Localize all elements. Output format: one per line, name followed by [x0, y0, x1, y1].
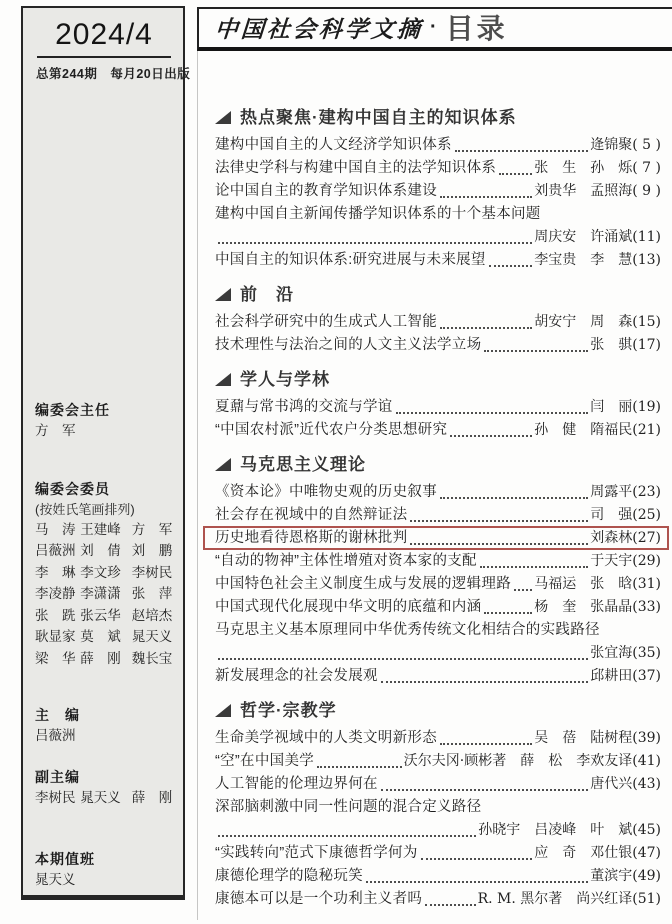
dot-leader	[410, 520, 588, 522]
board-group	[35, 705, 173, 748]
entry-authors: 唐代兴	[590, 776, 633, 792]
title-separator-dot: ·	[430, 15, 437, 38]
board-member-name: 王建峰	[80, 521, 121, 538]
section-marker-triangle-icon	[215, 111, 231, 124]
board-member-name: 李凌静	[35, 586, 76, 602]
dot-leader	[489, 265, 533, 267]
toc-entry-title-line	[215, 203, 661, 226]
toc-entry	[215, 665, 661, 688]
entry-authors: R. M. 黑尔著 尚兴红译	[477, 891, 633, 907]
dot-leader	[440, 327, 532, 329]
entry-page-number: (47)	[632, 845, 661, 861]
entry-title: 深部脑刺激中同一性问题的混合定义路径	[215, 799, 482, 815]
board-member-name: 方 军	[35, 423, 76, 439]
dot-leader	[396, 412, 589, 414]
board-member-name: 张 萍	[131, 586, 173, 602]
board-member-name: 刘 鹏	[131, 543, 173, 559]
entry-page-number: (11)	[632, 229, 661, 245]
dot-leader	[410, 543, 588, 545]
entry-title: “自动的物神”主体性增殖对资本家的支配	[215, 553, 477, 569]
board-member-name: 薛 刚	[131, 789, 173, 806]
entry-authors: 胡安宁 周 森	[534, 314, 633, 330]
board-member-row	[35, 870, 173, 892]
board-member-row	[35, 584, 173, 606]
toc-entry	[215, 157, 661, 180]
entry-page-number: (49)	[632, 868, 661, 884]
entry-authors: 周庆安 许涌斌	[534, 229, 633, 245]
dot-leader	[366, 881, 588, 883]
toc-entry	[215, 550, 661, 573]
board-member-name: 赵培杰	[131, 607, 173, 624]
entry-page-number: (17)	[632, 337, 661, 353]
board-member-name: 莫 斌	[80, 629, 121, 645]
entry-page-number: (35)	[632, 645, 661, 661]
dot-leader	[425, 904, 475, 906]
entry-page-number: (29)	[632, 553, 661, 569]
entry-page-number: (19)	[632, 399, 661, 415]
board-member-name: 晁天义	[35, 872, 76, 888]
entry-authors: 董滨宇	[590, 868, 633, 884]
board-group	[35, 767, 173, 810]
entry-title: “空”在中国美学	[215, 753, 315, 769]
entry-title: 中国式现代化展现中华文明的底蕴和内涵	[215, 599, 482, 615]
toc-section	[215, 285, 661, 357]
dot-leader	[499, 173, 532, 175]
entry-page-number: (23)	[632, 484, 661, 500]
board-member-name: 吕薇洲	[35, 543, 76, 559]
entry-authors: 张 骐	[590, 337, 633, 353]
board-group	[35, 479, 173, 671]
toc-entry-author-line	[215, 642, 661, 665]
dot-leader	[381, 789, 588, 791]
board-group	[35, 400, 173, 443]
entry-page-number: (39)	[632, 730, 661, 746]
section-title: 前 沿	[240, 285, 294, 304]
entry-page-number: (21)	[632, 422, 661, 438]
entry-title: 康德本可以是一个功利主义者吗	[215, 891, 423, 907]
entry-authors: 吴 蓓 陆树程	[534, 730, 633, 746]
section-marker-triangle-icon	[215, 458, 231, 471]
board-member-row	[35, 726, 173, 748]
entry-title: 历史地看待恩格斯的谢林批判	[215, 530, 408, 546]
section-header	[215, 285, 661, 305]
toc-section	[215, 701, 661, 911]
dot-leader	[484, 350, 588, 352]
board-member-name: 张 跣	[35, 607, 76, 624]
entry-page-number: (15)	[632, 314, 661, 330]
board-member-name: 薛 刚	[80, 650, 121, 667]
entry-page-number: (27)	[632, 530, 661, 546]
dot-leader	[484, 612, 532, 614]
board-member-name: 李树民	[35, 789, 76, 806]
toc-entry	[215, 419, 661, 442]
issue-divider	[37, 56, 171, 58]
dot-leader	[480, 566, 588, 568]
section-header	[215, 455, 661, 475]
entry-title: 法律史学科与构建中国自主的法学知识体系	[215, 160, 497, 176]
issue-number: 2024/4	[55, 18, 153, 51]
entry-title: 新发展理念的社会发展观	[215, 668, 378, 684]
section-title: 学人与学林	[240, 370, 330, 389]
section-header	[215, 701, 661, 721]
entry-authors: 于天宇	[590, 553, 633, 569]
entry-title: 康德伦理学的隐秘玩笑	[215, 868, 363, 884]
board-member-row	[35, 788, 173, 810]
entry-page-number: (51)	[632, 891, 661, 907]
toc-entry	[215, 481, 661, 504]
toc-entry	[215, 773, 661, 796]
toc-entry-author-line	[215, 819, 661, 842]
board-member-row	[35, 649, 173, 671]
board-group-heading: 副主编	[35, 768, 80, 785]
toc-entry-highlighted	[215, 527, 661, 550]
toc-entry	[215, 750, 661, 773]
board-member-name: 李潇潇	[80, 586, 121, 602]
toc-entry	[215, 504, 661, 527]
board-member-name: 魏长宝	[131, 650, 173, 667]
entry-authors: 张宜海	[590, 645, 633, 661]
board-member-row	[35, 627, 173, 649]
toc-content	[197, 7, 672, 920]
board-member-name: 晁天义	[131, 629, 173, 645]
masthead-panel	[21, 6, 191, 900]
section-marker-triangle-icon	[215, 373, 231, 386]
dot-leader	[440, 196, 532, 198]
entry-authors: 邱耕田	[590, 668, 633, 684]
entry-authors: 孙 健 隋福民	[534, 422, 633, 438]
board-member-name: 张云华	[80, 607, 121, 624]
board-group-heading: 编委会主任	[35, 402, 110, 418]
entry-title: 技术理性与法治之间的人文主义法学立场	[215, 337, 482, 353]
page-title: 目录	[445, 13, 508, 44]
board-member-name: 李树民	[131, 564, 173, 581]
toc-sections	[198, 51, 672, 911]
toc-entry-title-line	[215, 796, 661, 819]
section-header	[215, 108, 661, 128]
toc-entry	[215, 180, 661, 203]
entry-title: 社会存在视域中的自然辩证法	[215, 507, 408, 523]
entry-title: 社会科学研究中的生成式人工智能	[215, 314, 437, 330]
toc-section	[215, 455, 661, 688]
entry-page-number: (25)	[632, 507, 661, 523]
dot-leader	[381, 681, 588, 683]
toc-entry-author-line	[215, 226, 661, 249]
entry-authors: 孙晓宇 吕凌峰 叶 斌	[478, 822, 633, 838]
entry-title: 人工智能的伦理边界何在	[215, 776, 378, 792]
entry-page-number: (31)	[632, 576, 661, 592]
toc-entry	[215, 134, 661, 157]
entry-authors: 杨 奎 张晶晶	[534, 599, 633, 615]
toc-section	[215, 108, 661, 272]
entry-page-number: (45)	[632, 822, 661, 838]
toc-entry	[215, 596, 661, 619]
entry-page-number: ( 9 )	[632, 183, 661, 199]
toc-entry	[215, 396, 661, 419]
dot-leader	[514, 589, 532, 591]
dot-leader	[455, 150, 588, 152]
entry-title: 建构中国自主新闻传播学知识体系的十个基本问题	[215, 206, 541, 222]
section-title: 哲学·宗教学	[240, 701, 337, 720]
board-member-name: 耿显家	[35, 629, 76, 645]
dot-leader	[218, 835, 476, 837]
toc-section	[215, 370, 661, 442]
entry-authors: 周露平	[590, 484, 633, 500]
dot-leader	[218, 658, 588, 660]
toc-entry	[215, 865, 661, 888]
entry-authors: 逄锦聚	[590, 137, 633, 153]
entry-page-number: (41)	[632, 753, 661, 769]
entry-authors: 李宝贵 李 慧	[534, 252, 633, 268]
journal-title: 中国社会科学文摘	[213, 15, 424, 43]
dot-leader	[421, 858, 533, 860]
board-member-row	[35, 421, 173, 443]
entry-authors: 沃尔夫冈·顾彬著 薛 松 李欢友译	[403, 753, 633, 769]
issue-info: 总第244期 每月20日出版	[36, 67, 191, 81]
toc-entry	[215, 888, 661, 911]
board-group-heading: 编委会委员	[35, 480, 110, 497]
entry-page-number: (13)	[632, 252, 661, 268]
entry-page-number: ( 5 )	[632, 137, 661, 153]
board-member-row	[35, 520, 173, 542]
section-header	[215, 370, 661, 390]
toc-entry	[215, 249, 661, 272]
entry-title: 马克思主义基本原理同中华优秀传统文化相结合的实践路径	[215, 622, 600, 638]
dot-leader	[218, 242, 532, 244]
dot-leader	[440, 743, 532, 745]
section-title: 热点聚焦·建构中国自主的知识体系	[240, 108, 517, 127]
entry-page-number: (33)	[632, 599, 661, 615]
section-marker-triangle-icon	[215, 288, 231, 301]
entry-title: 中国自主的知识体系:研究进展与未来展望	[215, 252, 486, 268]
board-member-name: 刘 倩	[80, 543, 121, 559]
entry-page-number: ( 7 )	[632, 160, 661, 176]
board-group-heading: 本期值班	[35, 851, 95, 867]
board-member-name: 梁 华	[35, 650, 76, 667]
editorial-board	[35, 400, 173, 892]
dot-leader	[450, 435, 532, 437]
toc-entry	[215, 311, 661, 334]
board-member-name: 晁天义	[80, 789, 121, 806]
entry-title: 论中国自主的教育学知识体系建设	[215, 183, 437, 199]
board-member-name: 李 琳	[35, 564, 76, 581]
section-title: 马克思主义理论	[240, 455, 366, 474]
board-member-row	[35, 563, 173, 585]
entry-authors: 司 强	[590, 507, 633, 523]
journal-header	[197, 7, 672, 51]
entry-title: 建构中国自主的人文经济学知识体系	[215, 137, 452, 153]
section-marker-triangle-icon	[215, 704, 231, 717]
toc-entry	[215, 334, 661, 357]
board-member-name: 吕薇洲	[35, 728, 76, 744]
entry-authors: 应 奇 邓仕银	[534, 845, 633, 861]
entry-authors: 闫 丽	[590, 399, 633, 415]
dot-leader	[317, 766, 402, 768]
dot-leader	[440, 497, 588, 499]
entry-title: 《资本论》中唯物史观的历史叙事	[215, 484, 437, 500]
board-group-note: (按姓氏笔画排列)	[35, 501, 135, 517]
toc-entry-title-line	[215, 619, 661, 642]
board-member-name: 方 军	[131, 521, 173, 538]
board-member-name: 李文珍	[80, 564, 121, 581]
entry-page-number: (37)	[632, 668, 661, 684]
board-group	[35, 849, 173, 892]
entry-authors: 马福运 张 晗	[534, 576, 633, 592]
entry-title: “实践转向”范式下康德哲学何为	[215, 845, 418, 861]
toc-entry	[215, 727, 661, 750]
entry-authors: 刘森林	[590, 530, 633, 546]
board-member-row	[35, 541, 173, 563]
entry-title: 生命美学视域中的人类文明新形态	[215, 730, 437, 746]
board-member-row	[35, 606, 173, 628]
entry-title: 夏鼐与常书鸿的交流与学谊	[215, 399, 393, 415]
entry-title: “中国农村派”近代农户分类思想研究	[215, 422, 448, 438]
board-group-heading: 主 编	[35, 707, 80, 723]
toc-entry	[215, 842, 661, 865]
entry-authors: 刘贵华 孟照海	[534, 183, 633, 199]
entry-title: 中国特色社会主义制度生成与发展的逻辑理路	[215, 576, 511, 592]
toc-entry	[215, 573, 661, 596]
board-member-name: 马 涛	[35, 521, 76, 538]
entry-page-number: (43)	[632, 776, 661, 792]
entry-authors: 张 生 孙 烁	[534, 160, 633, 176]
